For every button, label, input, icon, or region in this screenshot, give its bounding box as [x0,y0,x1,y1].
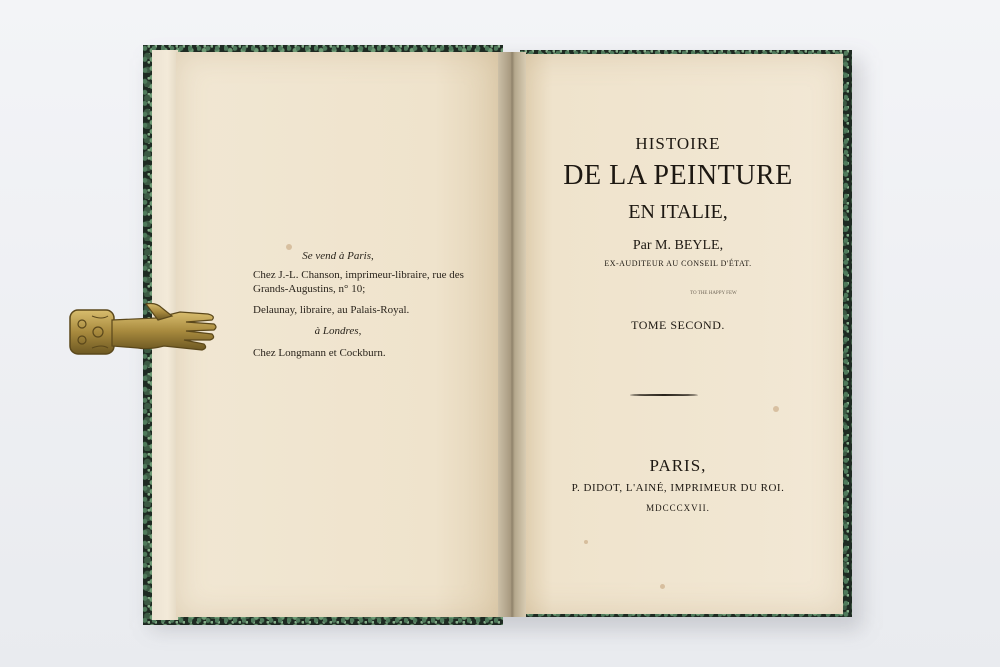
sold-in-paris: Se vend à Paris, [302,250,374,262]
title-italie: EN ITALIE, [628,201,728,223]
year-line: MDCCCXVII. [646,503,710,513]
city-line: PARIS, [649,456,707,475]
brass-hand-clip-icon [68,300,220,364]
chanson-line-1: Chez J.-L. Chanson, imprimeur-libraire, rue des [253,269,464,281]
chanson-line-2: Grands-Augustins, n° 10; [253,283,366,295]
printer-line: P. DIDOT, L'AINÉ, IMPRIMEUR DU ROI. [571,482,785,494]
ornamental-rule [630,394,698,396]
dedication-line: TO THE HAPPY FEW [690,291,737,296]
sold-in-london: à Londres, [314,325,362,337]
volume-line: TOME SECOND. [631,318,725,332]
delaunay-line: Delaunay, libraire, au Palais-Royal. [253,304,410,316]
author-line: Par M. BEYLE, [632,238,724,253]
title-peinture: DE LA PEINTURE [563,160,793,191]
longmann-line: Chez Longmann et Cockburn. [253,347,386,359]
foxing-spot [660,584,665,589]
title-histoire: HISTOIRE [635,134,721,153]
author-title: EX-AUDITEUR AU CONSEIL D'ÉTAT. [604,259,752,268]
foxing-spot [584,540,588,544]
foxing-spot [773,406,779,412]
